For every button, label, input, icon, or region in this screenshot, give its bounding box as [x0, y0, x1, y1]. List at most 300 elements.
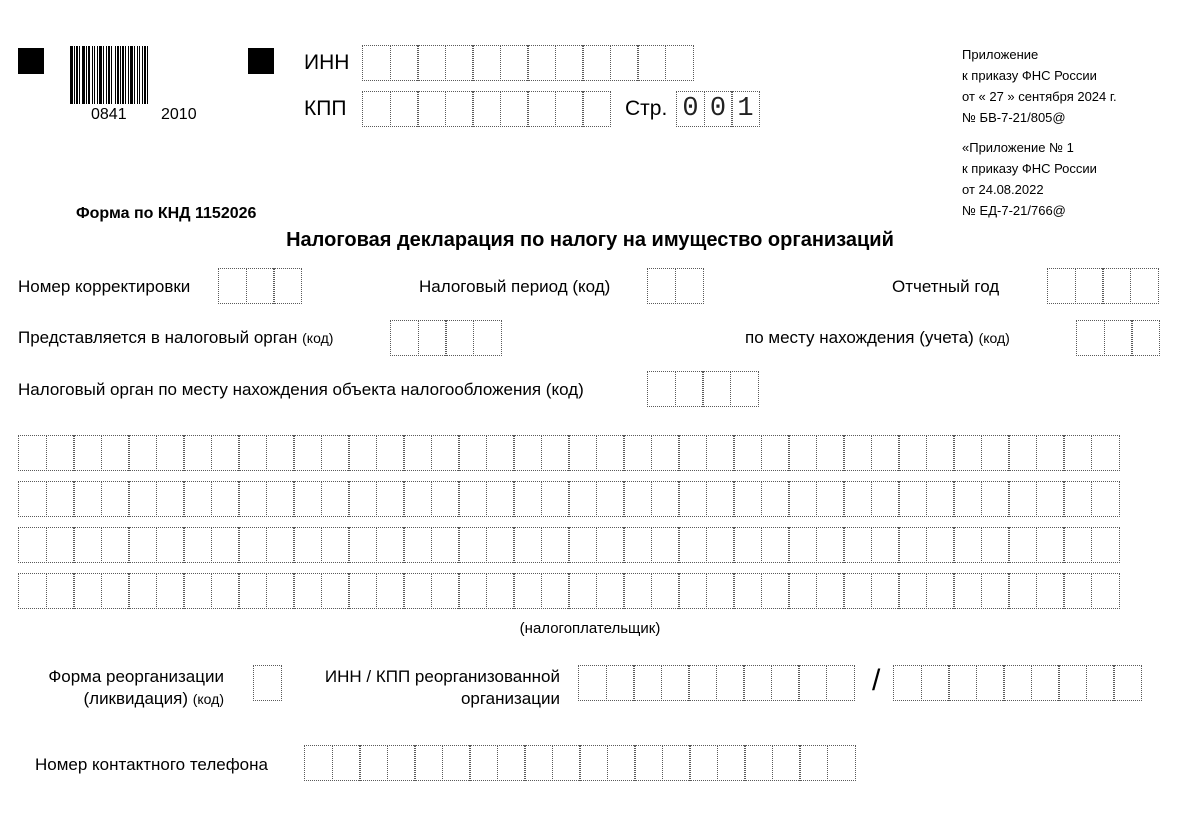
input-cell[interactable]	[596, 527, 625, 563]
input-cell[interactable]	[871, 481, 900, 517]
input-cell[interactable]	[527, 91, 556, 127]
input-cell[interactable]	[473, 320, 502, 356]
input-cell[interactable]	[1104, 320, 1133, 356]
input-cell[interactable]	[183, 573, 212, 609]
input-cell[interactable]	[788, 481, 817, 517]
input-cell[interactable]	[458, 527, 487, 563]
reorg-inn-kpp-label-line1: ИНН / КПП реорганизованной	[324, 667, 560, 686]
input-cell[interactable]	[246, 268, 275, 304]
input-cell[interactable]	[706, 435, 735, 471]
input-cell[interactable]	[981, 435, 1010, 471]
input-cell[interactable]	[321, 481, 350, 517]
input-cell[interactable]	[156, 573, 185, 609]
input-cell[interactable]	[1058, 665, 1087, 701]
input-cell[interactable]	[486, 435, 515, 471]
appendix-line: № БВ-7-21/805@	[962, 110, 1066, 125]
input-cell[interactable]	[555, 91, 584, 127]
input-cell[interactable]	[926, 435, 955, 471]
input-cell[interactable]	[445, 91, 474, 127]
input-cell[interactable]	[414, 745, 443, 781]
kpp-label: КПП	[304, 97, 347, 120]
input-cell[interactable]	[362, 45, 391, 81]
input-cell[interactable]	[953, 481, 982, 517]
input-cell[interactable]	[730, 371, 759, 407]
input-cell[interactable]	[661, 665, 690, 701]
input-cell[interactable]	[651, 435, 680, 471]
input-cell[interactable]	[898, 527, 927, 563]
input-cell[interactable]	[390, 45, 419, 81]
barcode	[70, 46, 226, 104]
input-cell[interactable]	[816, 481, 845, 517]
input-cell[interactable]	[348, 481, 377, 517]
input-cell[interactable]	[376, 573, 405, 609]
kpp-input[interactable]	[362, 91, 611, 127]
input-cell[interactable]	[431, 527, 460, 563]
input-cell[interactable]	[1003, 665, 1032, 701]
input-cell[interactable]	[266, 573, 295, 609]
input-cell[interactable]	[266, 435, 295, 471]
input-cell[interactable]	[73, 435, 102, 471]
input-cell[interactable]	[1076, 320, 1105, 356]
input-cell[interactable]	[445, 320, 474, 356]
input-cell[interactable]	[1063, 481, 1092, 517]
input-cell[interactable]	[128, 481, 157, 517]
input-cell[interactable]	[1031, 665, 1060, 701]
input-cell[interactable]	[634, 745, 663, 781]
input-cell[interactable]	[403, 481, 432, 517]
input-cell[interactable]	[1063, 573, 1092, 609]
input-cell[interactable]	[610, 45, 639, 81]
input-cell[interactable]	[472, 45, 501, 81]
input-cell[interactable]	[596, 435, 625, 471]
input-cell[interactable]	[953, 573, 982, 609]
input-cell[interactable]	[1008, 527, 1037, 563]
input-cell[interactable]	[921, 665, 950, 701]
input-cell[interactable]	[418, 320, 447, 356]
input-cell[interactable]	[1091, 481, 1120, 517]
input-cell[interactable]	[218, 268, 247, 304]
input-cell[interactable]	[647, 268, 676, 304]
input-cell[interactable]	[266, 527, 295, 563]
input-cell[interactable]	[898, 573, 927, 609]
location-label-code: (код)	[978, 330, 1010, 346]
reorg-form-input[interactable]	[253, 665, 282, 701]
input-cell[interactable]	[662, 745, 691, 781]
input-cell[interactable]	[156, 435, 185, 471]
input-cell[interactable]	[981, 573, 1010, 609]
input-cell[interactable]	[238, 481, 267, 517]
input-cell[interactable]	[513, 481, 542, 517]
input-cell[interactable]	[73, 481, 102, 517]
input-cell[interactable]	[46, 527, 75, 563]
input-cell[interactable]	[348, 435, 377, 471]
input-cell[interactable]	[128, 527, 157, 563]
input-cell[interactable]	[390, 91, 419, 127]
input-cell[interactable]	[332, 745, 361, 781]
input-cell[interactable]	[73, 527, 102, 563]
input-cell[interactable]	[689, 745, 718, 781]
input-cell[interactable]	[761, 573, 790, 609]
barcode-bar	[94, 46, 95, 104]
page-digit: 1	[731, 91, 760, 127]
input-cell[interactable]	[273, 268, 302, 304]
input-cell[interactable]	[417, 45, 446, 81]
input-cell[interactable]	[359, 745, 388, 781]
input-cell[interactable]	[623, 435, 652, 471]
input-cell[interactable]	[578, 665, 607, 701]
correction-number-input[interactable]	[218, 268, 302, 304]
input-cell[interactable]	[211, 481, 240, 517]
barcode-bar	[130, 46, 133, 104]
input-cell[interactable]	[706, 573, 735, 609]
barcode-left-code: 0841	[91, 106, 127, 123]
input-cell[interactable]	[1091, 573, 1120, 609]
taxpayer-name-row-2[interactable]	[18, 481, 1120, 517]
appendix-block-2	[962, 137, 1097, 221]
input-cell[interactable]	[403, 573, 432, 609]
input-cell[interactable]	[926, 527, 955, 563]
input-cell[interactable]	[101, 481, 130, 517]
input-cell[interactable]	[816, 435, 845, 471]
input-cell[interactable]	[46, 573, 75, 609]
input-cell[interactable]	[678, 527, 707, 563]
input-cell[interactable]	[1063, 527, 1092, 563]
input-cell[interactable]	[238, 527, 267, 563]
input-cell[interactable]	[871, 527, 900, 563]
input-cell[interactable]	[871, 573, 900, 609]
barcode-bar	[137, 46, 138, 104]
reorg-form-label	[18, 666, 224, 710]
input-cell[interactable]	[1036, 573, 1065, 609]
input-cell[interactable]	[266, 481, 295, 517]
input-cell[interactable]	[606, 665, 635, 701]
phone-input[interactable]	[304, 745, 856, 781]
input-cell[interactable]	[293, 527, 322, 563]
input-cell[interactable]	[651, 573, 680, 609]
input-cell[interactable]	[582, 45, 611, 81]
input-cell[interactable]	[183, 527, 212, 563]
input-cell[interactable]	[637, 45, 666, 81]
input-cell[interactable]	[788, 527, 817, 563]
input-cell[interactable]	[706, 527, 735, 563]
input-cell[interactable]	[486, 573, 515, 609]
location-label	[745, 328, 1010, 348]
input-cell[interactable]	[390, 320, 419, 356]
barcode-bar	[125, 46, 126, 104]
input-cell[interactable]	[1130, 268, 1159, 304]
barcode-bar	[134, 46, 135, 104]
input-cell[interactable]	[976, 665, 1005, 701]
input-cell[interactable]	[46, 481, 75, 517]
barcode-bar	[88, 46, 90, 104]
tax-authority-label-main: Представляется в налоговый орган	[18, 328, 298, 347]
input-cell[interactable]	[321, 527, 350, 563]
input-cell[interactable]	[771, 665, 800, 701]
input-cell[interactable]	[981, 481, 1010, 517]
input-cell[interactable]	[702, 371, 731, 407]
input-cell[interactable]	[898, 435, 927, 471]
input-cell[interactable]	[761, 527, 790, 563]
reorg-form-label-line2	[18, 688, 224, 710]
input-cell[interactable]	[211, 573, 240, 609]
input-cell[interactable]	[1086, 665, 1115, 701]
input-cell[interactable]	[362, 91, 391, 127]
barcode-bar	[128, 46, 129, 104]
input-cell[interactable]	[293, 435, 322, 471]
input-cell[interactable]	[253, 665, 282, 701]
input-cell[interactable]	[458, 573, 487, 609]
input-cell[interactable]	[304, 745, 333, 781]
input-cell[interactable]	[678, 435, 707, 471]
input-cell[interactable]	[799, 745, 828, 781]
input-cell[interactable]	[128, 573, 157, 609]
input-cell[interactable]	[1075, 268, 1104, 304]
input-cell[interactable]	[497, 745, 526, 781]
input-cell[interactable]	[568, 481, 597, 517]
input-cell[interactable]	[798, 665, 827, 701]
input-cell[interactable]	[647, 371, 676, 407]
tax-period-input[interactable]	[647, 268, 704, 304]
input-cell[interactable]	[953, 435, 982, 471]
input-cell[interactable]	[843, 573, 872, 609]
reorg-inn-input[interactable]	[578, 665, 855, 701]
input-cell[interactable]	[183, 481, 212, 517]
input-cell[interactable]	[1113, 665, 1142, 701]
input-cell[interactable]	[893, 665, 922, 701]
input-cell[interactable]	[743, 665, 772, 701]
input-cell[interactable]	[18, 435, 47, 471]
input-cell[interactable]	[238, 435, 267, 471]
input-cell[interactable]	[788, 435, 817, 471]
input-cell[interactable]	[500, 45, 529, 81]
input-cell[interactable]	[513, 527, 542, 563]
input-cell[interactable]	[376, 527, 405, 563]
barcode-bar	[147, 46, 148, 104]
input-cell[interactable]	[46, 435, 75, 471]
input-cell[interactable]	[18, 481, 47, 517]
input-cell[interactable]	[431, 435, 460, 471]
input-cell[interactable]	[843, 481, 872, 517]
input-cell[interactable]	[744, 745, 773, 781]
barcode-bar	[117, 46, 119, 104]
input-cell[interactable]	[486, 527, 515, 563]
report-year-label: Отчетный год	[892, 277, 1000, 296]
input-cell[interactable]	[541, 573, 570, 609]
input-cell[interactable]	[513, 435, 542, 471]
corner-marker-right	[248, 48, 274, 74]
input-cell[interactable]	[293, 481, 322, 517]
input-cell[interactable]	[733, 527, 762, 563]
input-cell[interactable]	[156, 527, 185, 563]
input-cell[interactable]	[1063, 435, 1092, 471]
input-cell[interactable]	[417, 91, 446, 127]
input-cell[interactable]	[18, 527, 47, 563]
input-cell[interactable]	[678, 481, 707, 517]
input-cell[interactable]	[541, 481, 570, 517]
input-cell[interactable]	[871, 435, 900, 471]
input-cell[interactable]	[486, 481, 515, 517]
input-cell[interactable]	[651, 481, 680, 517]
barcode-bar	[108, 46, 110, 104]
location-label-main: по месту нахождения (учета)	[745, 328, 974, 347]
barcode-bar	[120, 46, 121, 104]
input-cell[interactable]	[238, 573, 267, 609]
input-cell[interactable]	[688, 665, 717, 701]
correction-number-label: Номер корректировки	[18, 277, 191, 296]
input-cell[interactable]	[826, 665, 855, 701]
input-cell[interactable]	[665, 45, 694, 81]
reorg-inn-kpp-label-line2: организации	[460, 689, 560, 708]
input-cell[interactable]	[1008, 435, 1037, 471]
tax-authority-input[interactable]	[390, 320, 502, 356]
input-cell[interactable]	[582, 91, 611, 127]
barcode-bar	[92, 46, 93, 104]
taxpayer-name-row-3[interactable]	[18, 527, 1120, 563]
input-cell[interactable]	[73, 573, 102, 609]
input-cell[interactable]	[469, 745, 498, 781]
input-cell[interactable]	[926, 481, 955, 517]
page-digit: 0	[704, 91, 733, 127]
input-cell[interactable]	[321, 573, 350, 609]
taxpayer-name-row-1[interactable]	[18, 435, 1120, 471]
barcode-bar	[70, 46, 73, 104]
input-cell[interactable]	[101, 435, 130, 471]
input-cell[interactable]	[403, 435, 432, 471]
input-cell[interactable]	[816, 527, 845, 563]
input-cell[interactable]	[458, 481, 487, 517]
appendix-line: Приложение	[962, 47, 1039, 62]
input-cell[interactable]	[827, 745, 856, 781]
report-year-input[interactable]	[1047, 268, 1159, 304]
input-cell[interactable]	[376, 481, 405, 517]
input-cell[interactable]	[733, 481, 762, 517]
input-cell[interactable]	[675, 371, 704, 407]
input-cell[interactable]	[733, 435, 762, 471]
input-cell[interactable]	[376, 435, 405, 471]
input-cell[interactable]	[1036, 527, 1065, 563]
barcode-bar	[139, 46, 140, 104]
input-cell[interactable]	[607, 745, 636, 781]
input-cell[interactable]	[733, 573, 762, 609]
reorg-kpp-input[interactable]	[893, 665, 1142, 701]
input-cell[interactable]	[18, 573, 47, 609]
input-cell[interactable]	[633, 665, 662, 701]
input-cell[interactable]	[772, 745, 801, 781]
input-cell[interactable]	[500, 91, 529, 127]
input-cell[interactable]	[445, 45, 474, 81]
input-cell[interactable]	[717, 745, 746, 781]
input-cell[interactable]	[1008, 481, 1037, 517]
input-cell[interactable]	[101, 527, 130, 563]
input-cell[interactable]	[981, 527, 1010, 563]
input-cell[interactable]	[1047, 268, 1076, 304]
input-cell[interactable]	[761, 481, 790, 517]
input-cell[interactable]	[651, 527, 680, 563]
reorg-form-label-line2-main: (ликвидация)	[83, 689, 188, 708]
input-cell[interactable]	[293, 573, 322, 609]
input-cell[interactable]	[458, 435, 487, 471]
input-cell[interactable]	[101, 573, 130, 609]
input-cell[interactable]	[552, 745, 581, 781]
input-cell[interactable]	[568, 573, 597, 609]
input-cell[interactable]	[953, 527, 982, 563]
input-cell[interactable]	[948, 665, 977, 701]
input-cell[interactable]	[596, 481, 625, 517]
input-cell[interactable]	[211, 527, 240, 563]
input-cell[interactable]	[926, 573, 955, 609]
input-cell[interactable]	[898, 481, 927, 517]
input-cell[interactable]	[568, 435, 597, 471]
inn-input[interactable]	[362, 45, 694, 81]
input-cell[interactable]	[211, 435, 240, 471]
input-cell[interactable]	[623, 481, 652, 517]
input-cell[interactable]	[442, 745, 471, 781]
location-input[interactable]	[1076, 320, 1160, 356]
input-cell[interactable]	[541, 527, 570, 563]
input-cell[interactable]	[541, 435, 570, 471]
input-cell[interactable]	[348, 573, 377, 609]
page-number-field	[676, 91, 760, 127]
input-cell[interactable]	[128, 435, 157, 471]
barcode-bar	[74, 46, 75, 104]
input-cell[interactable]	[555, 45, 584, 81]
appendix-line: № ЕД-7-21/766@	[962, 203, 1066, 218]
input-cell[interactable]	[513, 573, 542, 609]
input-cell[interactable]	[321, 435, 350, 471]
input-cell[interactable]	[579, 745, 608, 781]
input-cell[interactable]	[1036, 481, 1065, 517]
input-cell[interactable]	[675, 268, 704, 304]
reorg-inn-kpp-label	[290, 666, 560, 710]
input-cell[interactable]	[1131, 320, 1160, 356]
taxpayer-name-row-4[interactable]	[18, 573, 1120, 609]
input-cell[interactable]	[1091, 527, 1120, 563]
input-cell[interactable]	[596, 573, 625, 609]
appendix-line: к приказу ФНС России	[962, 68, 1097, 83]
input-cell[interactable]	[678, 573, 707, 609]
input-cell[interactable]	[1008, 573, 1037, 609]
input-cell[interactable]	[524, 745, 553, 781]
input-cell[interactable]	[387, 745, 416, 781]
input-cell[interactable]	[843, 527, 872, 563]
input-cell[interactable]	[348, 527, 377, 563]
input-cell[interactable]	[706, 481, 735, 517]
input-cell[interactable]	[431, 573, 460, 609]
input-cell[interactable]	[1036, 435, 1065, 471]
input-cell[interactable]	[527, 45, 556, 81]
input-cell[interactable]	[403, 527, 432, 563]
page-digit: 0	[676, 91, 705, 127]
object-authority-input[interactable]	[647, 371, 759, 407]
input-cell[interactable]	[716, 665, 745, 701]
input-cell[interactable]	[761, 435, 790, 471]
form-title: Налоговая декларация по налогу на имущество организаций	[286, 229, 894, 251]
taxpayer-caption: (налогоплательщик)	[519, 620, 661, 637]
input-cell[interactable]	[431, 481, 460, 517]
input-cell[interactable]	[623, 573, 652, 609]
input-cell[interactable]	[472, 91, 501, 127]
input-cell[interactable]	[1102, 268, 1131, 304]
input-cell[interactable]	[183, 435, 212, 471]
input-cell[interactable]	[568, 527, 597, 563]
input-cell[interactable]	[816, 573, 845, 609]
input-cell[interactable]	[156, 481, 185, 517]
reorg-slash: /	[872, 664, 881, 697]
input-cell[interactable]	[788, 573, 817, 609]
input-cell[interactable]	[843, 435, 872, 471]
input-cell[interactable]	[1091, 435, 1120, 471]
input-cell[interactable]	[623, 527, 652, 563]
